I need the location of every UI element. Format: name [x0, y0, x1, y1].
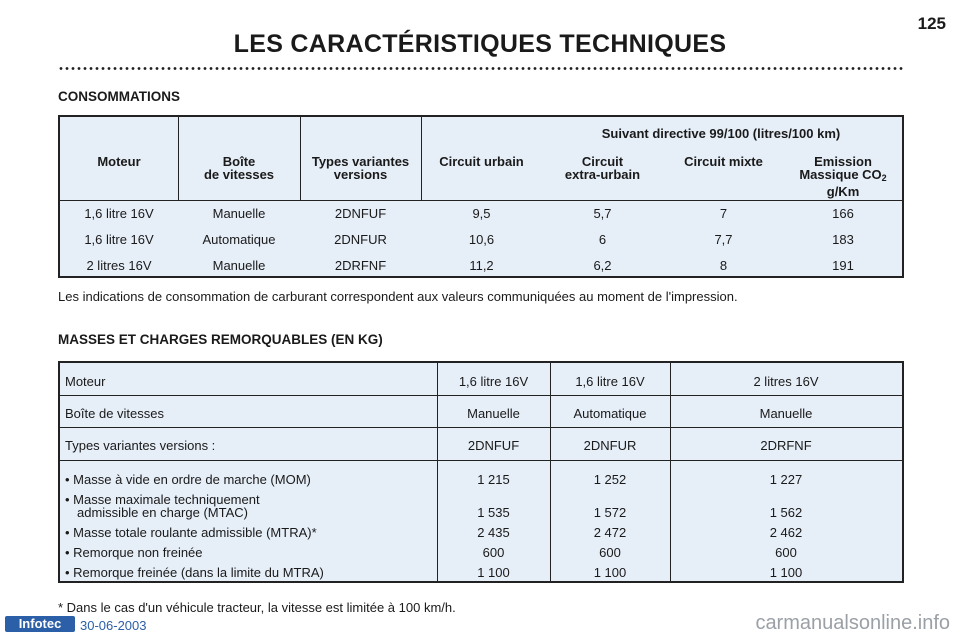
- header-emission: [784, 155, 902, 198]
- masses-cell: 2DNFUR: [583, 438, 637, 453]
- masses-cell: 600: [775, 545, 797, 560]
- masses-row-label: Boîte de vitesses: [65, 406, 164, 421]
- masses-row-label: Types variantes versions :: [65, 438, 216, 453]
- masses-item-label: • Masse maximale techniquement: [65, 492, 260, 507]
- masses-cell: 2 462: [769, 525, 803, 540]
- consumption-cell: 183: [832, 232, 854, 247]
- masses-cell: 2DRFNF: [760, 438, 812, 453]
- masses-cell: 1 572: [593, 505, 627, 520]
- masses-cell: 1 215: [477, 472, 510, 487]
- infotec-logo: Infotec: [5, 616, 75, 632]
- table-divider: [60, 200, 902, 201]
- masses-cell: 600: [482, 545, 505, 560]
- masses-cell: Manuelle: [759, 406, 813, 421]
- consumption-table: [58, 115, 904, 278]
- consumption-cell: 8: [719, 258, 728, 273]
- header-types-line2: versions: [333, 167, 388, 182]
- consumption-cell: 2 litres 16V: [86, 258, 152, 273]
- header-boite: [178, 155, 300, 181]
- header-boite-line1: Boîte: [222, 154, 256, 169]
- consumption-cell: 2DNFUR: [334, 232, 387, 247]
- masses-cell: 1 100: [769, 565, 803, 580]
- consumption-cell: 5,7: [593, 206, 612, 221]
- masses-table: [58, 361, 904, 583]
- header-emission-line3: g/Km: [826, 184, 860, 199]
- consumption-cell: 7,7: [714, 232, 733, 247]
- masses-cell: 2 litres 16V: [753, 374, 819, 389]
- consumption-cell: 1,6 litre 16V: [84, 206, 154, 221]
- masses-cell: 2DNFUF: [467, 438, 520, 453]
- masses-item-label: • Remorque freinée (dans la limite du MTRA): [65, 565, 324, 580]
- consumption-cell: 6: [598, 232, 607, 247]
- header-boite-line2: de vitesses: [203, 167, 275, 182]
- watermark: carmanualsonline.info: [755, 612, 950, 634]
- masses-cell: Automatique: [573, 406, 647, 421]
- header-moteur: Moteur: [97, 154, 141, 169]
- header-extra-line2: extra-urbain: [564, 167, 641, 182]
- masses-cell: 2 472: [593, 525, 627, 540]
- header-types-line1: Types variantes: [311, 154, 410, 169]
- consumption-cell: 166: [832, 206, 854, 221]
- directive-label: Suivant directive 99/100 (litres/100 km): [601, 126, 841, 141]
- header-emission-line2: [799, 167, 886, 182]
- table-divider: [60, 395, 902, 396]
- header-types: [300, 155, 421, 181]
- consumption-cell: Automatique: [202, 232, 276, 247]
- header-extra-line1: Circuit: [581, 154, 624, 169]
- consumption-cell: Manuelle: [212, 258, 266, 273]
- page-number: 125: [917, 14, 946, 33]
- table-divider: [60, 427, 902, 428]
- page-title: LES CARACTÉRISTIQUES TECHNIQUES: [233, 30, 727, 58]
- table-divider: [60, 460, 902, 461]
- header-urbain: Circuit urbain: [439, 154, 524, 169]
- masses-cell: 1 227: [769, 472, 803, 487]
- consumption-cell: 2DNFUF: [334, 206, 387, 221]
- masses-row-label: Moteur: [65, 374, 106, 389]
- consumption-cell: 11,2: [469, 258, 494, 273]
- masses-footnote: * Dans le cas d'un véhicule tracteur, la vitesse est limitée à 100 km/h.: [58, 600, 456, 615]
- consumption-cell: 10,6: [468, 232, 495, 247]
- header-extra-urbain: [542, 155, 663, 181]
- consumption-cell: 6,2: [593, 258, 612, 273]
- consumption-cell: 2DRFNF: [334, 258, 387, 273]
- masses-item-label: • Masse à vide en ordre de marche (MOM): [65, 472, 311, 487]
- header-emission-co: Massique CO: [799, 167, 882, 182]
- consumption-cell: 7: [719, 206, 728, 221]
- consumption-cell: 9,5: [472, 206, 491, 221]
- masses-heading: MASSES ET CHARGES REMORQUABLES (EN KG): [58, 332, 383, 347]
- consumption-cell: Manuelle: [212, 206, 266, 221]
- header-emission-sub: 2: [881, 173, 887, 183]
- masses-item-label: • Remorque non freinée: [65, 545, 203, 560]
- masses-cell: 1 100: [477, 565, 510, 580]
- header-emission-line1: Emission: [814, 154, 872, 169]
- consumption-cell: 1,6 litre 16V: [84, 232, 154, 247]
- masses-cell: 1,6 litre 16V: [575, 374, 645, 389]
- footer-date: 30-06-2003: [80, 618, 147, 633]
- masses-item-label-line2: admissible en charge (MTAC): [77, 505, 248, 520]
- masses-cell: 1 252: [593, 472, 627, 487]
- masses-item-label: • Masse totale roulante admissible (MTRA)*: [65, 525, 317, 540]
- masses-cell: 600: [599, 545, 621, 560]
- dotted-divider: [58, 66, 904, 71]
- masses-cell: 2 435: [477, 525, 510, 540]
- masses-cell: 1 100: [593, 565, 627, 580]
- consumption-heading: CONSOMMATIONS: [58, 89, 180, 104]
- masses-cell: 1 562: [769, 505, 803, 520]
- consumption-cell: 191: [832, 258, 854, 273]
- masses-cell: Manuelle: [467, 406, 520, 421]
- masses-cell: 1 535: [477, 505, 510, 520]
- header-mixte: Circuit mixte: [684, 154, 763, 169]
- consumption-note: Les indications de consommation de carburant correspondent aux valeurs communiquées au moment de l'impression.: [58, 289, 738, 304]
- masses-cell: 1,6 litre 16V: [458, 374, 529, 389]
